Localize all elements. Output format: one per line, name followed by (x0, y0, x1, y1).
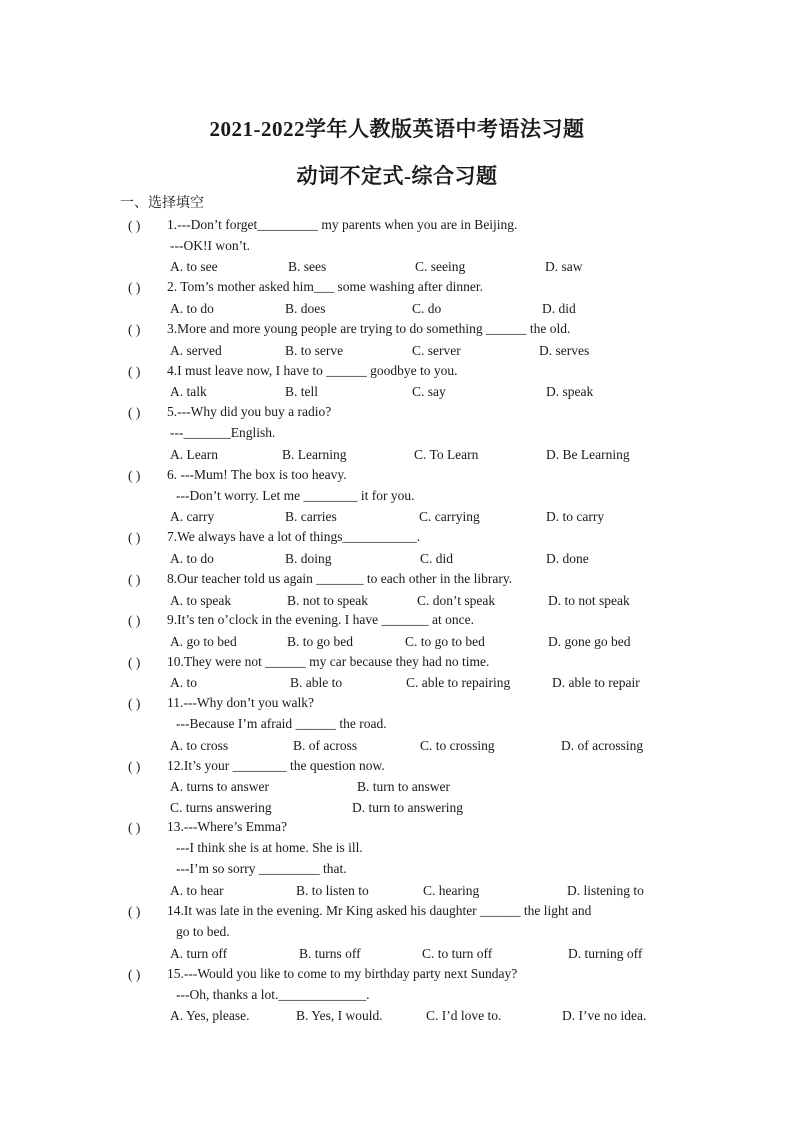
answer-option: D. listening to (567, 883, 644, 898)
question-continuation: ---OK!I won’t. (170, 238, 250, 253)
answer-blank: ( ) (128, 572, 141, 587)
question-text: 7.We always have a lot of things___________. (167, 529, 421, 544)
question-text: 12.It’s your ________ the question now. (167, 758, 385, 773)
answer-option: C. to go to bed (405, 634, 485, 649)
question-text: 3.More and more young people are trying to do something ______ the old. (167, 321, 571, 336)
answer-option: D. done (546, 551, 589, 566)
answer-option: D. gone go bed (548, 634, 631, 649)
question-continuation: ---I’m so sorry _________ that. (176, 861, 347, 876)
answer-option: D. saw (545, 259, 583, 274)
answer-blank: ( ) (128, 218, 141, 233)
answer-option: C. say (412, 384, 446, 399)
answer-option: C. able to repairing (406, 675, 511, 690)
answer-blank: ( ) (128, 655, 141, 670)
answer-option: D. I’ve no idea. (562, 1008, 647, 1023)
question-text: 5.---Why did you buy a radio? (167, 404, 332, 419)
answer-option: D. speak (546, 384, 594, 399)
answer-option: A. served (170, 343, 222, 358)
answer-option: A. to do (170, 551, 214, 566)
question-continuation: ---Because I’m afraid ______ the road. (176, 716, 387, 731)
answer-option: C. turns answering (170, 800, 272, 815)
question-text: 10.They were not ______ my car because they had no time. (167, 654, 490, 669)
answer-option: C. carrying (419, 509, 480, 524)
answer-blank: ( ) (128, 967, 141, 982)
question-text: 1.---Don’t forget_________ my parents when you are in Beijing. (167, 217, 518, 232)
answer-option: A. Yes, please. (170, 1008, 250, 1023)
answer-option: B. carries (285, 509, 337, 524)
answer-blank: ( ) (128, 759, 141, 774)
answer-option: B. turn to answer (357, 779, 450, 794)
answer-option: D. serves (539, 343, 590, 358)
question-continuation: go to bed. (176, 924, 230, 939)
answer-option: B. not to speak (287, 593, 368, 608)
answer-option: B. doing (285, 551, 332, 566)
answer-option: A. to see (170, 259, 218, 274)
question-continuation: ---_______English. (170, 425, 276, 440)
answer-blank: ( ) (128, 280, 141, 295)
answer-option: D. of acrossing (561, 738, 644, 753)
question-continuation: ---I think she is at home. She is ill. (176, 840, 363, 855)
answer-option: A. carry (170, 509, 215, 524)
page-title: 2021-2022学年人教版英语中考语法习题 (209, 117, 585, 141)
question-text: 6. ---Mum! The box is too heavy. (167, 467, 347, 482)
question-text: 13.---Where’s Emma? (167, 819, 287, 834)
answer-option: B. does (285, 301, 326, 316)
answer-option: D. turning off (568, 946, 643, 961)
answer-option: A. talk (170, 384, 207, 399)
answer-option: C. did (420, 551, 454, 566)
answer-option: D. did (542, 301, 576, 316)
question-text: 4.I must leave now, I have to ______ goodbye to you. (167, 363, 458, 378)
answer-blank: ( ) (128, 405, 141, 420)
answer-option: D. Be Learning (546, 447, 630, 462)
answer-option: A. go to bed (170, 634, 237, 649)
question-text: 15.---Would you like to come to my birthday party next Sunday? (167, 966, 518, 981)
answer-option: A. to hear (170, 883, 224, 898)
answer-option: A. turns to answer (170, 779, 269, 794)
answer-blank: ( ) (128, 530, 141, 545)
answer-option: C. to crossing (420, 738, 495, 753)
answer-option: B. to go bed (287, 634, 353, 649)
question-text: 9.It’s ten o’clock in the evening. I have _______ at once. (167, 612, 475, 627)
answer-option: A. to (170, 675, 197, 690)
answer-option: B. turns off (299, 946, 361, 961)
answer-option: D. turn to answering (352, 800, 463, 815)
answer-option: C. don’t speak (417, 593, 496, 608)
answer-blank: ( ) (128, 613, 141, 628)
answer-option: A. turn off (170, 946, 228, 961)
answer-option: C. hearing (423, 883, 480, 898)
answer-option: B. tell (285, 384, 318, 399)
answer-option: B. to listen to (296, 883, 369, 898)
answer-blank: ( ) (128, 468, 141, 483)
answer-option: D. to not speak (548, 593, 630, 608)
question-text: 2. Tom’s mother asked him___ some washing after dinner. (167, 279, 484, 294)
answer-option: A. Learn (170, 447, 218, 462)
answer-option: B. able to (290, 675, 343, 690)
answer-option: D. to carry (546, 509, 605, 524)
answer-blank: ( ) (128, 820, 141, 835)
answer-blank: ( ) (128, 904, 141, 919)
answer-option: A. to do (170, 301, 214, 316)
answer-option: B. Learning (282, 447, 347, 462)
question-text: 8.Our teacher told us again _______ to each other in the library. (167, 571, 513, 586)
answer-option: B. to serve (285, 343, 344, 358)
question-continuation: ---Don’t worry. Let me ________ it for you. (176, 488, 415, 503)
answer-option: B. Yes, I would. (296, 1008, 383, 1023)
answer-blank: ( ) (128, 322, 141, 337)
answer-option: D. able to repair (552, 675, 640, 690)
answer-option: A. to cross (170, 738, 229, 753)
page-subtitle: 动词不定式-综合习题 (296, 164, 498, 188)
answer-option: C. do (412, 301, 442, 316)
answer-option: C. seeing (415, 259, 466, 274)
question-continuation: ---Oh, thanks a lot._____________. (176, 987, 370, 1002)
answer-option: C. I’d love to. (426, 1008, 502, 1023)
question-text: 14.It was late in the evening. Mr King asked his daughter ______ the light and (167, 903, 592, 918)
answer-option: C. server (412, 343, 461, 358)
section-heading: 一、选择填空 (120, 196, 204, 211)
answer-option: A. to speak (170, 593, 232, 608)
answer-option: B. of across (293, 738, 358, 753)
answer-blank: ( ) (128, 364, 141, 379)
answer-blank: ( ) (128, 696, 141, 711)
answer-option: B. sees (288, 259, 327, 274)
question-text: 11.---Why don’t you walk? (167, 695, 314, 710)
answer-option: C. to turn off (422, 946, 493, 961)
answer-option: C. To Learn (414, 447, 479, 462)
